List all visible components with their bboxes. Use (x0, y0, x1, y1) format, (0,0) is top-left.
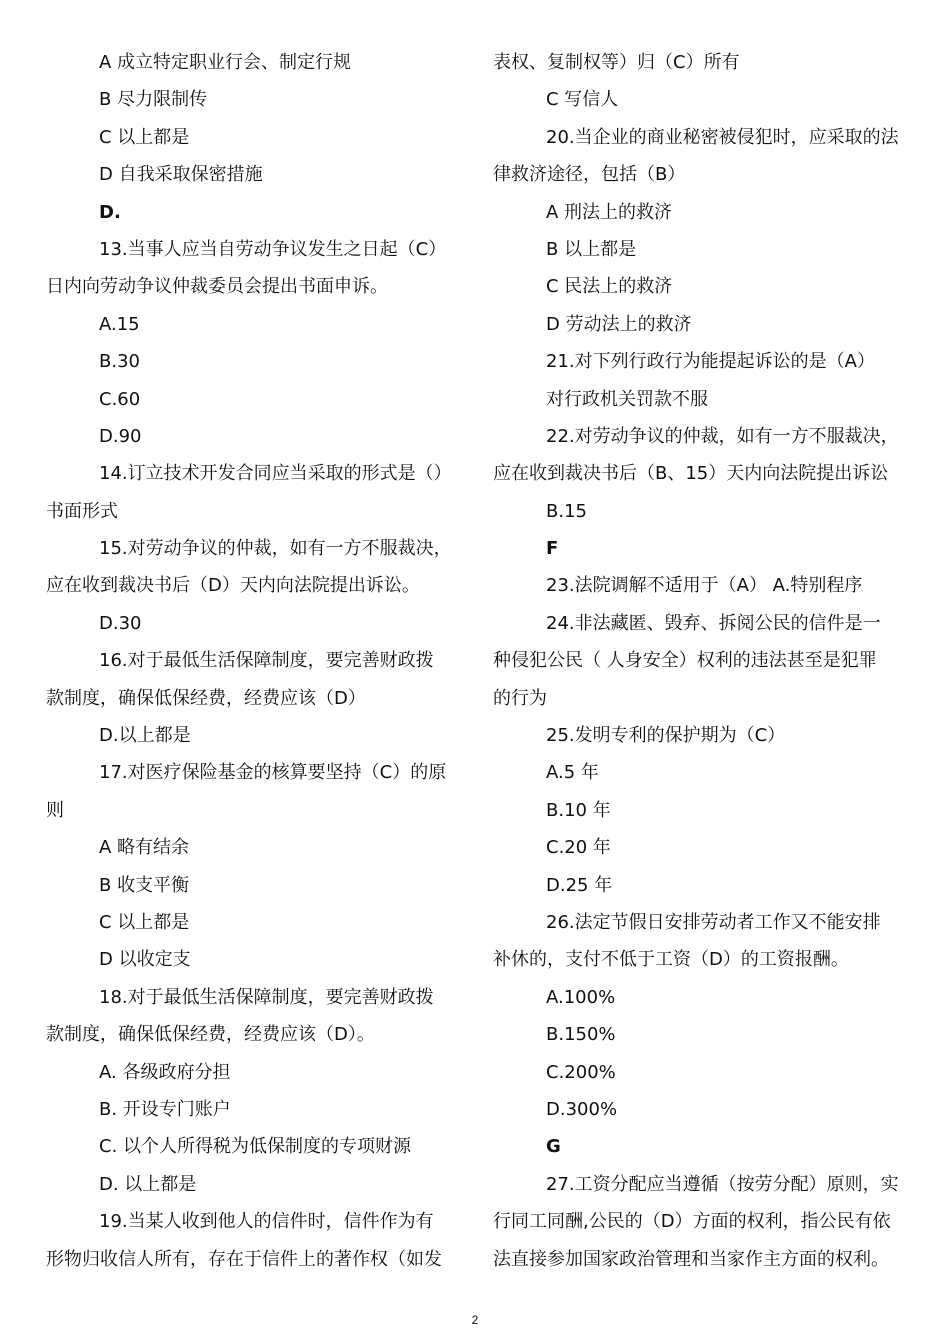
text-line: D 以收定支 (99, 949, 191, 971)
text-line: 21.对下列行政行为能提起诉讼的是（A） (546, 351, 875, 373)
text-line: D.25 年 (546, 874, 613, 896)
text-line: 18.对于最低生活保障制度，要完善财政拨 (99, 986, 434, 1008)
text-line: C 以上都是 (99, 911, 190, 933)
text-line: B.150% (546, 1024, 616, 1046)
text-line: 形物归收信人所有，存在于信件上的著作权（如发 (46, 1248, 442, 1270)
text-line: 17.对医疗保险基金的核算要坚持（C）的原 (99, 762, 447, 784)
text-line: C 写信人 (546, 89, 619, 111)
text-line: 22.对劳动争议的仲裁，如有一方不服裁决， (546, 425, 899, 447)
text-line: D.30 (99, 612, 142, 634)
text-line: 则 (46, 799, 64, 821)
text-line: C 民法上的救济 (546, 276, 673, 298)
text-line: 20.当企业的商业秘密被侵犯时，应采取的法 (546, 126, 899, 148)
text-line: C 以上都是 (99, 126, 190, 148)
text-line: A.5 年 (546, 762, 599, 784)
text-line: 日内向劳动争议仲裁委员会提出书面申诉。 (46, 276, 388, 298)
text-line: A 刑法上的救济 (546, 201, 673, 223)
text-line: D.300% (546, 1098, 618, 1120)
page-number: 2 (471, 1313, 479, 1327)
text-line: A.100% (546, 986, 616, 1008)
text-line: 24.非法藏匿、毁弃、拆阅公民的信件是一 (546, 612, 881, 634)
text-line: C.60 (99, 388, 141, 410)
text-line: B.10 年 (546, 799, 611, 821)
text-line: D.以上都是 (99, 725, 191, 747)
left-column (46, 44, 466, 1278)
text-line: 律救济途径，包括（B） (493, 164, 686, 186)
text-line: B 收支平衡 (99, 874, 190, 896)
text-line: C.20 年 (546, 837, 611, 859)
text-line: 14.订立技术开发合同应当采取的形式是（） (99, 463, 452, 485)
text-line: G (546, 1136, 561, 1158)
text-line: 23.法院调解不适用于（A） A.特别程序 (546, 575, 863, 597)
text-line: A 成立特定职业行会、制定行规 (99, 52, 352, 73)
text-line: 25.发明专利的保护期为（C） (546, 725, 786, 747)
text-line: C. 以个人所得税为低保制度的专项财源 (99, 1136, 412, 1158)
text-line: 种侵犯公民（ 人身安全）权利的违法甚至是犯罪 (493, 650, 877, 672)
text-line: 法直接参加国家政治管理和当家作主方面的权利。 (493, 1248, 889, 1270)
text-line: 应在收到裁决书后（D）天内向法院提出诉讼。 (46, 575, 420, 597)
text-line: 16.对于最低生活保障制度，要完善财政拨 (99, 650, 434, 672)
text-line: 19.当某人收到他人的信件时，信件作为有 (99, 1211, 434, 1233)
right-column (493, 44, 909, 1278)
text-line: D.90 (99, 425, 142, 447)
text-line: D 劳动法上的救济 (546, 313, 692, 335)
text-line: B.30 (99, 351, 140, 373)
text-line: A. 各级政府分担 (99, 1061, 231, 1083)
text-line: D. 以上都是 (99, 1173, 197, 1195)
text-line: D 自我采取保密措施 (99, 164, 263, 186)
text-line: B 尽力限制传 (99, 89, 208, 111)
text-line: 的行为 (493, 687, 547, 709)
text-line: A.15 (99, 313, 140, 335)
text-line: 行同工同酬,公民的（D）方面的权利，指公民有依 (493, 1211, 891, 1233)
text-line: B. 开设专门账户 (99, 1098, 231, 1120)
text-line: A 略有结余 (99, 837, 190, 859)
text-line: 对行政机关罚款不服 (546, 388, 708, 410)
text-line: 27.工资分配应当遵循（按劳分配）原则，实 (546, 1173, 899, 1195)
text-line: 应在收到裁决书后（B、15）天内向法院提出诉讼 (493, 463, 889, 485)
text-line: 13.当事人应当自劳动争议发生之日起（C） (99, 238, 447, 260)
text-line: 款制度，确保低保经费，经费应该（D） (46, 687, 366, 709)
text-line: 款制度，确保低保经费，经费应该（D）。 (46, 1024, 375, 1046)
text-line: 补休的，支付不低于工资（D）的工资报酬。 (493, 949, 849, 971)
text-line: 26.法定节假日安排劳动者工作又不能安排 (546, 911, 881, 933)
text-line: B.15 (546, 500, 587, 522)
text-line: B 以上都是 (546, 238, 637, 260)
text-line: F (546, 538, 559, 560)
text-line: 表权、复制权等）归（C）所有 (493, 52, 740, 73)
text-line: 15.对劳动争议的仲裁，如有一方不服裁决， (99, 538, 452, 560)
text-line: D. (99, 201, 121, 223)
text-line: 书面形式 (46, 500, 118, 522)
text-line: C.200% (546, 1061, 616, 1083)
